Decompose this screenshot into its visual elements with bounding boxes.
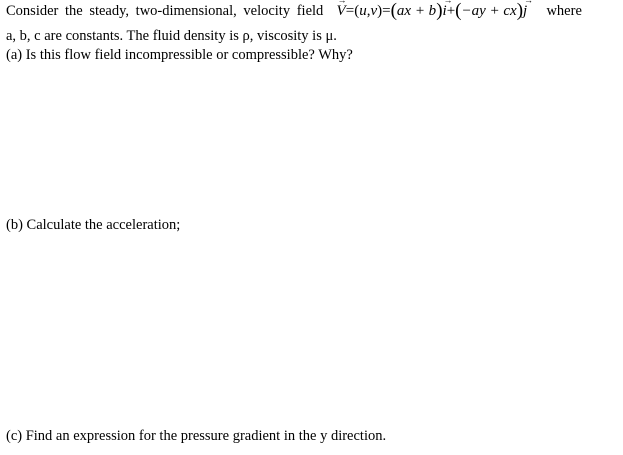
vector-arrow-icon: → bbox=[443, 0, 453, 5]
intro-suffix: where bbox=[546, 3, 582, 19]
problem-statement-line-1 bbox=[6, 2, 612, 20]
intro-prefix: Consider the steady, two-dimensional, velocity field bbox=[6, 3, 324, 19]
unit-vector-i: → i bbox=[443, 2, 447, 20]
y-component: −ay + cx bbox=[461, 3, 517, 19]
velocity-vector: → V bbox=[337, 2, 346, 20]
question-part-b: (b) Calculate the acceleration; bbox=[6, 217, 181, 233]
vector-arrow-icon: → bbox=[524, 0, 534, 5]
velocity-field-equation: → V=(u,v)=(ax + b) → i+(−ay + cx) → j bbox=[337, 2, 528, 20]
question-part-a: (a) Is this flow field incompressible or compressible? Why? bbox=[6, 47, 353, 63]
problem-statement-line-2: a, b, c are constants. The fluid density is ρ, viscosity is μ. bbox=[6, 28, 337, 44]
uv-pair: ( bbox=[354, 3, 360, 19]
x-component: ax + b bbox=[396, 3, 437, 19]
unit-vector-j: → j bbox=[523, 2, 527, 20]
question-part-c: (c) Find an expression for the pressure gradient in the y direction. bbox=[6, 428, 387, 444]
vector-arrow-icon: → bbox=[337, 0, 347, 5]
